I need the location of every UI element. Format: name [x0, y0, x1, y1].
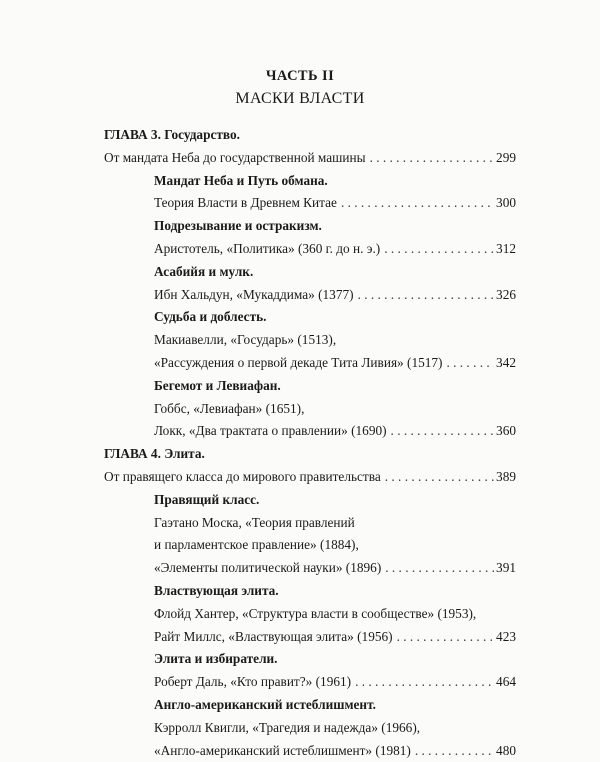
toc-entry-title: От правящего класса до мирового правительства — [104, 468, 381, 484]
toc-entry-title: Роберт Даль, «Кто правит?» (1961) — [154, 674, 352, 690]
toc-page-number: 326 — [496, 286, 516, 302]
dot-leader — [384, 238, 494, 261]
toc-entry — [154, 557, 516, 580]
toc-heading: Мандат Неба и Путь обмана. — [154, 172, 328, 188]
toc-page-number: 391 — [496, 560, 516, 576]
toc-entry: Макиавелли, «Государь» (1513), — [154, 332, 337, 348]
toc-heading: Судьба и доблесть. — [154, 309, 267, 325]
toc-entry: Гаэтано Моска, «Теория правлений — [154, 514, 355, 530]
toc-entry-title: Локк, «Два трактата о правлении» (1690) — [154, 423, 387, 439]
toc-entry: Флойд Хантер, «Структура власти в сообществе» (1953), — [154, 605, 477, 621]
toc-heading: ГЛАВА 3. Государство. — [104, 127, 240, 142]
toc-entry — [154, 626, 516, 649]
dot-leader — [385, 557, 494, 580]
toc-page-number: 423 — [496, 628, 516, 644]
toc-page-number: 300 — [496, 195, 516, 211]
toc-entry-title: «Рассуждения о первой декаде Тита Ливия» (1517) — [154, 354, 443, 370]
toc-heading: Бегемот и Левиафан. — [154, 377, 281, 393]
toc-heading: Англо-американский истеблишмент. — [154, 696, 376, 712]
toc-heading: Правящий класс. — [154, 491, 260, 507]
dot-leader — [397, 626, 494, 649]
dot-leader — [370, 147, 494, 170]
toc-entry-title: «Элементы политической науки» (1896) — [154, 560, 382, 576]
toc-entry — [154, 352, 516, 375]
toc-page-number: 360 — [496, 423, 516, 439]
toc-entry-title: Аристотель, «Политика» (360 г. до н. э.) — [154, 240, 381, 256]
toc-entry — [154, 671, 516, 694]
toc-entry — [104, 147, 516, 170]
dot-leader — [446, 352, 494, 375]
toc-heading: Подрезывание и остракизм. — [154, 218, 322, 234]
toc-heading: Асабийя и мулк. — [154, 263, 254, 279]
part-title: МАСКИ ВЛАСТИ — [235, 90, 365, 107]
toc-entry — [154, 284, 516, 307]
dot-leader — [391, 420, 495, 443]
toc-entry — [104, 466, 516, 489]
toc-entry-title: Ибн Хальдун, «Мукаддима» (1377) — [154, 286, 354, 302]
toc-page-number: 312 — [496, 240, 516, 256]
toc-page-number: 480 — [496, 742, 516, 758]
toc-heading: ГЛАВА 4. Элита. — [104, 446, 205, 462]
toc-entry-title: «Англо-американский истеблишмент» (1981) — [154, 742, 411, 758]
toc-page-number: 342 — [496, 354, 516, 370]
toc-heading: Элита и избиратели. — [154, 651, 278, 667]
toc-entry: и парламентское правление» (1884), — [154, 537, 359, 553]
dot-leader — [385, 466, 494, 489]
table-of-contents — [104, 124, 516, 762]
toc-entry — [154, 192, 516, 215]
toc-page-number: 299 — [496, 149, 516, 165]
toc-entry-title: Теория Власти в Древнем Китае — [154, 195, 337, 211]
toc-entry: Кэрролл Квигли, «Трагедия и надежда» (1966), — [154, 719, 421, 735]
toc-entry-title: Райт Миллс, «Властвующая элита» (1956) — [154, 628, 393, 644]
toc-entry — [154, 238, 516, 261]
toc-entry — [154, 740, 516, 762]
toc-entry: Гоббс, «Левиафан» (1651), — [154, 400, 305, 416]
dot-leader — [358, 284, 494, 307]
toc-page-number: 389 — [496, 468, 516, 484]
toc-entry — [154, 420, 516, 443]
dot-leader — [341, 192, 494, 215]
part-heading: ЧАСТЬ II — [265, 68, 335, 84]
dot-leader — [355, 671, 494, 694]
dot-leader — [415, 740, 494, 762]
toc-heading: Властвующая элита. — [154, 582, 279, 598]
toc-page-number: 464 — [496, 674, 516, 690]
toc-entry-title: От мандата Неба до государственной машины — [104, 149, 366, 165]
